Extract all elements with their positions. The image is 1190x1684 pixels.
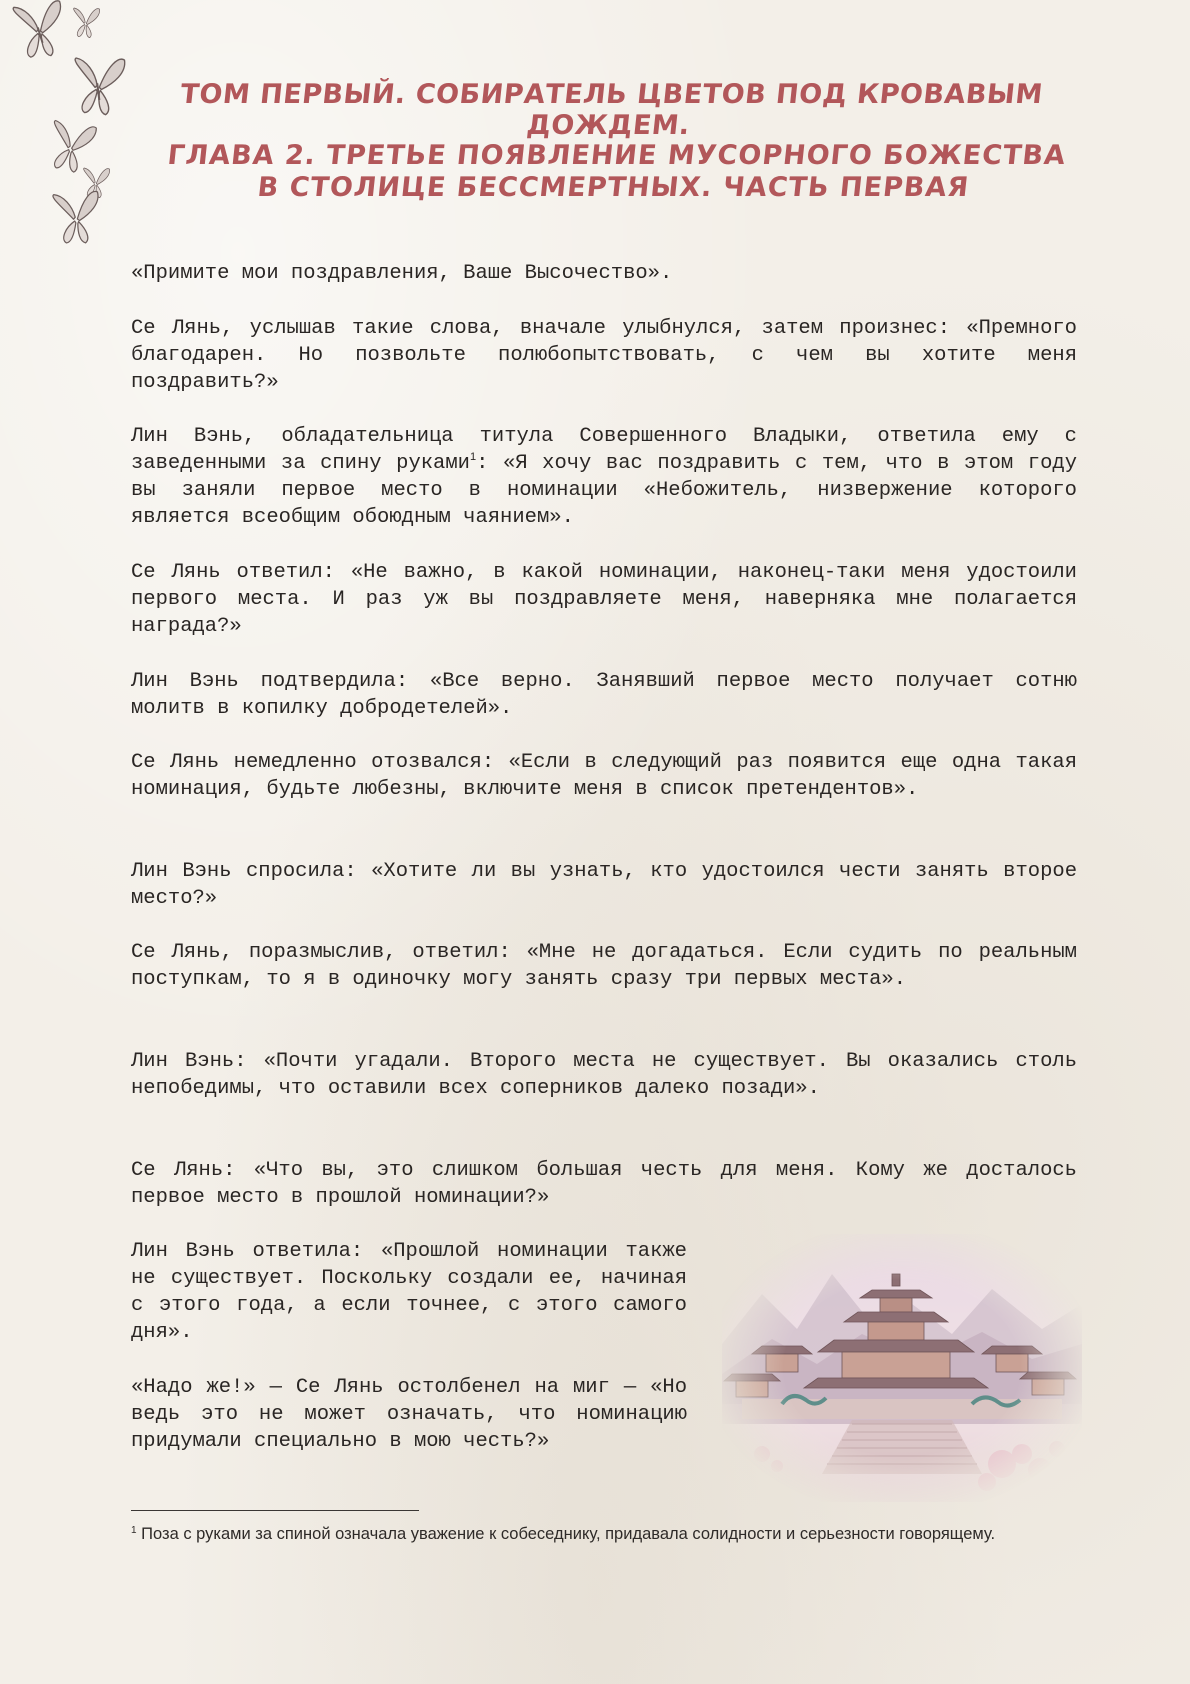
paragraph-1: «Примите мои поздравления, Ваше Высочество». (131, 262, 673, 285)
chapter-title (157, 140, 1074, 204)
paragraph-10: Се Лянь: «Что вы, это слишком большая честь для меня. Кому же досталось первое место в прошлой номинации?» (131, 1159, 1077, 1209)
paragraph-5: Лин Вэнь подтвердила: «Все верно. Занявший первое место получает сотню молитв в копилку добродетелей». (131, 670, 1077, 720)
paragraph-6: Се Лянь немедленно отозвался: «Если в следующий раз появится еще одна такая номинация, будьте любезны, включите меня в список претендентов». (131, 751, 1077, 801)
footnote-text: Поза с руками за спиной означала уважение к собеседнику, придавала солидности и серьезности говорящему. (136, 1525, 996, 1543)
footnote-number: 1 (131, 1525, 137, 1536)
paragraph-3 (131, 423, 1077, 531)
paragraph-3-end: : «Я хочу вас поздравить с тем, что в этом году вы заняли первое место в номинации «Небожитель, низвержение которого является всеобщим обоюдным чаянием». (131, 452, 1077, 529)
volume-title: ТОМ ПЕРВЫЙ. СОБИРАТЕЛЬ ЦВЕТОВ ПОД КРОВАВЫМ ДОЖДЕМ. (178, 79, 1045, 141)
paragraph-11: Лин Вэнь ответила: «Прошлой номинации также не существует. Поскольку создали ее, начиная с этого года, а если точнее, с этого самого дня». (131, 1240, 687, 1344)
chapter-title-line1: ГЛАВА 2. ТРЕТЬЕ ПОЯВЛЕНИЕ МУСОРНОГО БОЖЕСТВА (165, 140, 1068, 171)
paragraph-12: «Надо же!» — Се Лянь остолбенел на миг — «Но ведь это не может означать, что номинацию придумали специально в мою честь?» (131, 1376, 687, 1453)
paragraph-9: Лин Вэнь: «Почти угадали. Второго места не существует. Вы оказались столь непобедимы, что оставили всех соперников далеко позади». (131, 1050, 1077, 1100)
paragraph-2: Се Лянь, услышав такие слова, вначале улыбнулся, затем произнес: «Премного благодарен. Но позвольте полюбопытствовать, с чем вы хотите меня поздравить?» (131, 317, 1077, 394)
paragraph-7: Лин Вэнь спросила: «Хотите ли вы узнать, кто удостоился чести занять второе место?» (131, 860, 1077, 910)
footnote-divider (131, 1510, 419, 1511)
butterfly-icon (74, 8, 100, 38)
paragraph-3-start: Лин Вэнь, обладательница титула Совершенного Владыки, ответила ему с заведенными за спину руками (131, 425, 1077, 475)
butterfly-icon (48, 120, 97, 174)
footnote-ref[interactable]: 1 (469, 451, 477, 463)
butterfly-icon (75, 58, 125, 115)
butterfly-icon (53, 190, 103, 246)
chapter-title-line2: В СТОЛИЦЕ БЕССМЕРТНЫХ. ЧАСТЬ ПЕРВАЯ (256, 172, 971, 203)
butterfly-icon (13, 0, 69, 61)
paragraph-4: Се Лянь ответил: «Не важно, в какой номинации, наконец-таки меня удостоили первого места. И раз уж вы поздравляете меня, наверняка мне полагается награда?» (131, 561, 1077, 638)
footnote (131, 1522, 1077, 1547)
paragraph-8: Се Лянь, поразмыслив, ответил: «Мне не догадаться. Если судить по реальным поступкам, то я в одиночку могу занять сразу три первых места». (131, 941, 1077, 991)
palace-illustration (722, 1234, 1082, 1502)
butterflies-decoration (0, 0, 150, 260)
